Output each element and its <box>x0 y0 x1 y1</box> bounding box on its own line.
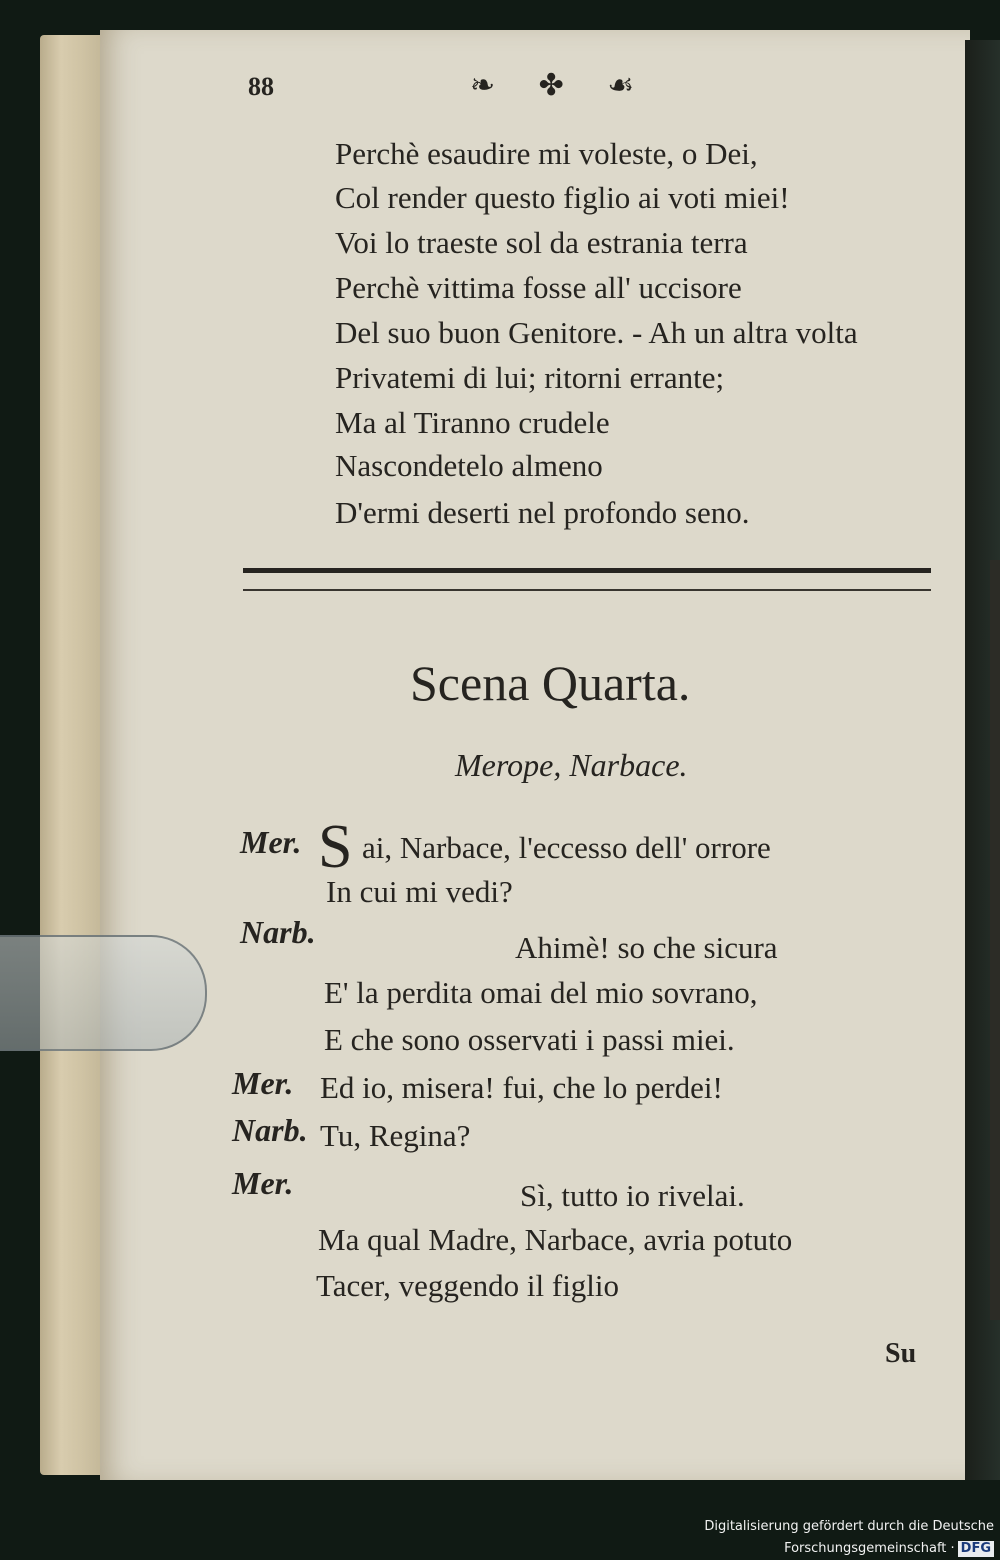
speaker-label: Mer. <box>232 1065 294 1101</box>
catchword: Su <box>885 1338 917 1369</box>
dialogue-line: E che sono osservati i passi miei. <box>324 1022 735 1057</box>
dialogue-line: Ma qual Madre, Narbace, avria potuto <box>318 1222 793 1257</box>
verse-line: Ma al Tiranno crudele <box>335 405 610 440</box>
dialogue-line: Tu, Regina? <box>320 1118 471 1153</box>
credit-text: Digitalisierung gefördert durch die Deutsche Forschungsgemeinschaft · <box>704 1519 994 1556</box>
dialogue-line: In cui mi vedi? <box>326 874 513 909</box>
verse-line: Del suo buon Genitore. - Ah un altra volta <box>335 315 858 350</box>
reading-ruler <box>0 935 207 1051</box>
dialogue-line: Sì, tutto io rivelai. <box>520 1178 745 1213</box>
dfg-logo: DFG <box>958 1541 994 1557</box>
speaker-label: Narb. <box>240 914 316 950</box>
scene-title: Scena Quarta. <box>410 655 691 711</box>
verse-line: Col render questo figlio ai voti miei! <box>335 180 790 215</box>
dialogue-line: ai, Narbace, l'eccesso dell' orrore <box>362 830 771 865</box>
scene-persons: Merope, Narbace. <box>455 747 688 783</box>
facing-page-edge <box>990 560 1000 1320</box>
dialogue-line: Ahimè! so che sicura <box>515 930 778 965</box>
speaker-label: Mer. <box>240 824 302 860</box>
verse-line: D'ermi deserti nel profondo seno. <box>335 495 750 530</box>
dialogue-line: Tacer, veggendo il figlio <box>316 1268 620 1303</box>
verse-line: Voi lo traeste sol da estrania terra <box>335 225 748 260</box>
digitization-credit <box>560 1516 1000 1556</box>
verse-line: Perchè vittima fosse all' uccisore <box>335 270 742 305</box>
verse-line: Nascondetelo almeno <box>335 448 603 483</box>
speaker-label: Narb. <box>232 1112 308 1148</box>
drop-cap: S <box>318 813 353 881</box>
header-ornament: ❧ ✤ ☙ <box>470 69 653 102</box>
verse-line: Perchè esaudire mi voleste, o Dei, <box>335 136 758 171</box>
dialogue-line: E' la perdita omai del mio sovrano, <box>324 975 758 1010</box>
verse-line: Privatemi di lui; ritorni errante; <box>335 360 725 395</box>
section-rule <box>243 568 931 573</box>
dialogue-line: Ed io, misera! fui, che lo perdei! <box>320 1070 723 1105</box>
page-number: 88 <box>248 72 274 101</box>
section-rule-thin <box>243 589 931 591</box>
speaker-label: Mer. <box>232 1165 294 1201</box>
